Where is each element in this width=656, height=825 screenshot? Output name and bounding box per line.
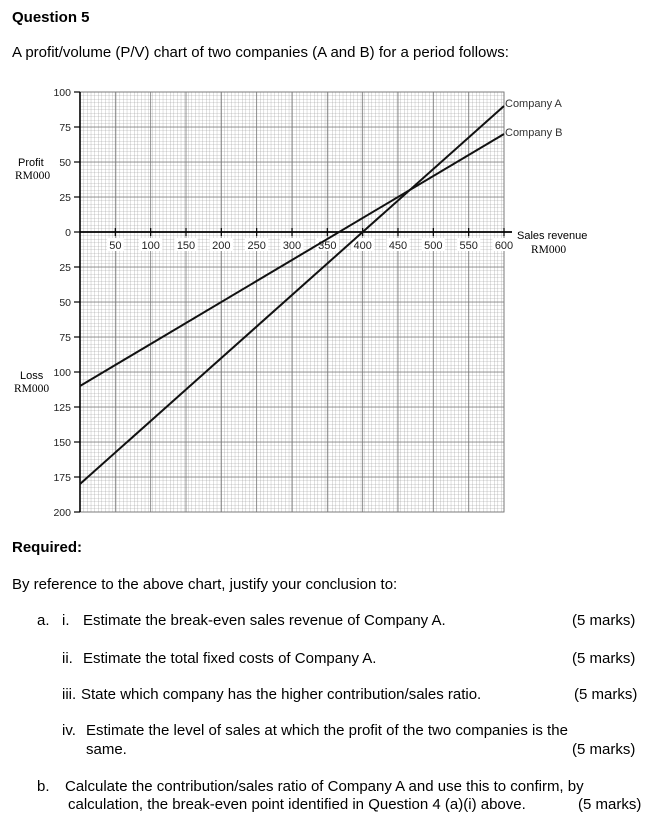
question-a-iii-marks: (5 marks): [574, 686, 638, 703]
question-a-iv-label: iv.: [62, 722, 76, 739]
y-tick-label: 150: [53, 437, 71, 449]
x-tick-label: 450: [388, 240, 408, 252]
x-tick-label: 550: [459, 240, 478, 252]
question-a-i-marks: (5 marks): [572, 612, 636, 629]
x-tick-label: 400: [353, 240, 372, 252]
x-axis-label: Sales revenue: [517, 230, 588, 242]
y-tick-label: 75: [59, 332, 71, 344]
series-label-company-a: Company A: [505, 98, 562, 110]
required-heading: Required:: [12, 539, 83, 556]
loss-label: Loss: [20, 370, 44, 382]
question-a-i-text: Estimate the break-even sales revenue of Company A.: [83, 612, 446, 629]
profit-label: Profit: [18, 157, 44, 169]
x-tick-label: 600: [494, 240, 514, 252]
profit-unit: RM000: [15, 170, 51, 182]
x-axis-unit: RM000: [531, 244, 567, 256]
x-tick-label: 250: [247, 240, 266, 252]
question-a-iv-text-line2: same.: [86, 741, 127, 758]
question-b-text-line2: calculation, the break-even point identified in Question 4 (a)(i) above.: [68, 796, 526, 813]
y-tick-label: 175: [53, 472, 71, 484]
question-a-ii-label: ii.: [62, 650, 73, 667]
x-tick-label: 350: [318, 240, 337, 252]
reference-text: By reference to the above chart, justify your conclusion to:: [12, 576, 398, 593]
y-tick-label: 25: [59, 262, 71, 274]
y-tick-label: 200: [53, 507, 71, 519]
y-axis: [53, 87, 80, 519]
y-tick-label: 75: [59, 122, 71, 134]
x-tick-label: 500: [424, 240, 443, 252]
question-b-marks: (5 marks): [578, 796, 642, 813]
x-tick-label: 50: [109, 240, 122, 252]
intro-text: A profit/volume (P/V) chart of two companies (A and B) for a period follows:: [12, 44, 509, 61]
y-tick-label: 125: [53, 402, 71, 414]
question-a-i-label: i.: [62, 612, 70, 629]
loss-unit: RM000: [14, 383, 50, 395]
question-b-label: b.: [37, 778, 50, 795]
x-tick-label: 300: [282, 240, 302, 252]
x-tick-label: 200: [212, 240, 231, 252]
question-a-iv-marks: (5 marks): [572, 741, 636, 758]
y-tick-label: 0: [65, 227, 71, 239]
x-tick-label: 100: [141, 240, 160, 252]
question-a-label: a.: [37, 612, 50, 629]
question-a-ii-text: Estimate the total fixed costs of Company A.: [83, 650, 377, 667]
y-tick-label: 25: [59, 192, 71, 204]
x-tick-label: 150: [176, 240, 196, 252]
question-a-iv-text-line1: Estimate the level of sales at which the profit of the two companies is the: [86, 722, 568, 739]
question-b-text-line1: Calculate the contribution/sales ratio of Company A and use this to confirm, by: [65, 778, 584, 795]
y-tick-label: 50: [59, 297, 71, 309]
question-title: Question 5: [12, 9, 90, 26]
question-a-ii-marks: (5 marks): [572, 650, 636, 667]
y-tick-label: 100: [53, 87, 71, 99]
y-tick-label: 50: [59, 157, 71, 169]
series-label-company-b: Company B: [505, 127, 563, 139]
y-tick-label: 100: [53, 367, 71, 379]
question-a-iii-text: State which company has the higher contribution/sales ratio.: [81, 686, 482, 703]
question-a-iii-label: iii.: [62, 686, 77, 703]
